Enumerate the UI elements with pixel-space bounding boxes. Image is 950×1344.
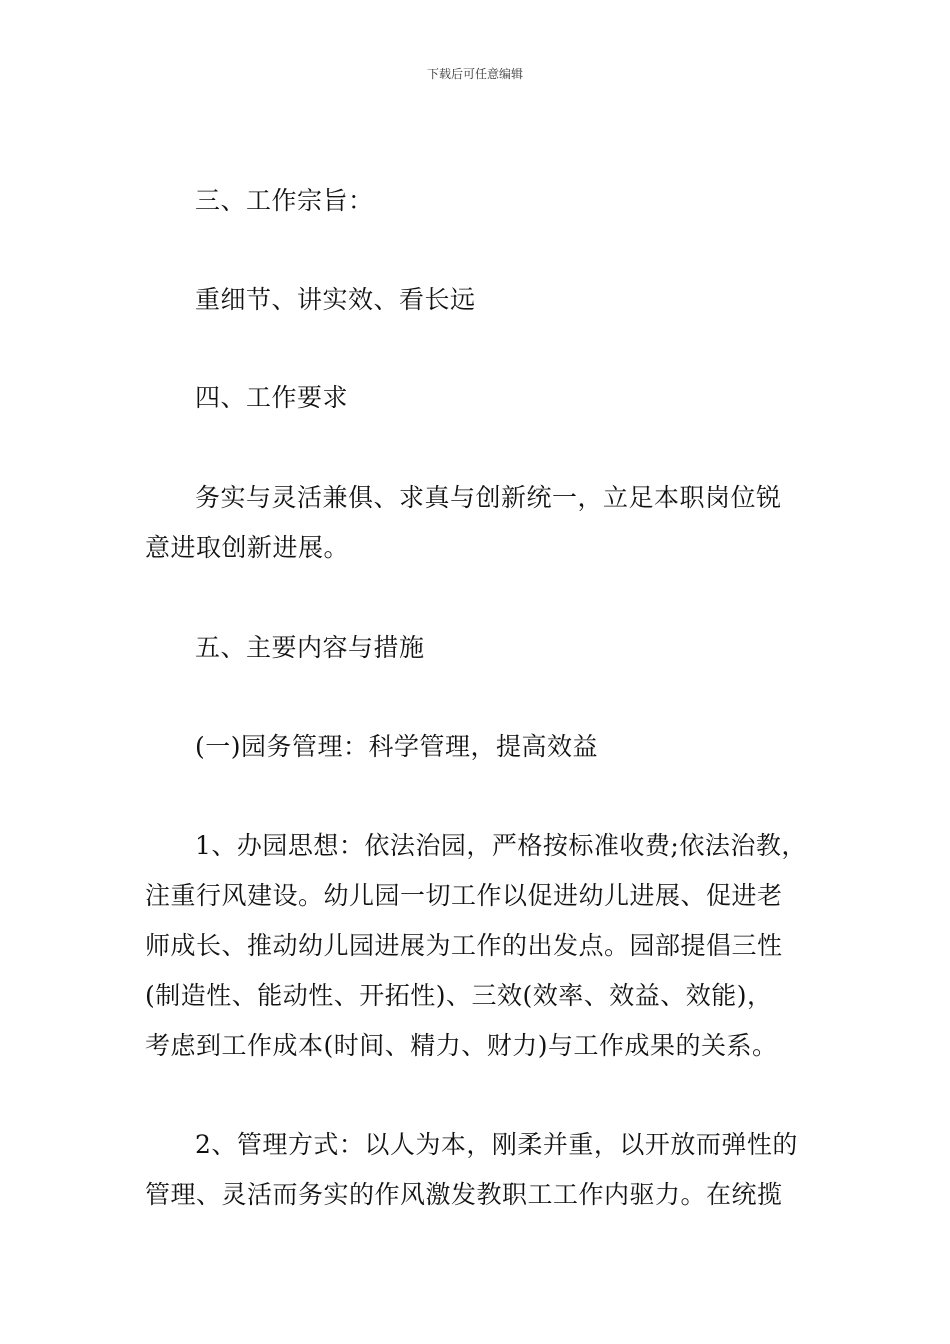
section-5-subtitle: (一)园务管理：科学管理，提高效益 (195, 732, 599, 761)
section-5-title: 五、主要内容与措施 (195, 633, 425, 662)
item-1-line-3: 师成长、推动幼儿园进展为工作的出发点。园部提倡三性 (145, 931, 783, 960)
section-3-title: 三、工作宗旨： (195, 186, 374, 215)
item-1-line-1: 1、办园思想：依法治园，严格按标准收费;依法治教， (195, 831, 807, 860)
section-3-body: 重细节、讲实效、看长远 (195, 285, 476, 314)
item-1-line-5: 考虑到工作成本(时间、精力、财力)与工作成果的关系。 (145, 1031, 778, 1060)
item-2-line-1: 2、管理方式：以人为本，刚柔并重，以开放而弹性的 (195, 1130, 798, 1159)
section-4-body-line-1: 务实与灵活兼俱、求真与创新统一，立足本职岗位锐 (195, 483, 782, 512)
item-2-line-2: 管理、灵活而务实的作风激发教职工工作内驱力。在统揽 (145, 1180, 783, 1209)
page-header: 下载后可任意编辑 (426, 67, 523, 81)
item-1-line-4: (制造性、能动性、开拓性)、三效(效率、效益、效能)， (145, 981, 773, 1010)
section-4-title: 四、工作要求 (195, 383, 349, 412)
section-4-body-line-2: 意进取创新进展。 (145, 533, 350, 562)
item-1-line-2: 注重行风建设。幼儿园一切工作以促进幼儿进展、促进老 (145, 881, 783, 910)
